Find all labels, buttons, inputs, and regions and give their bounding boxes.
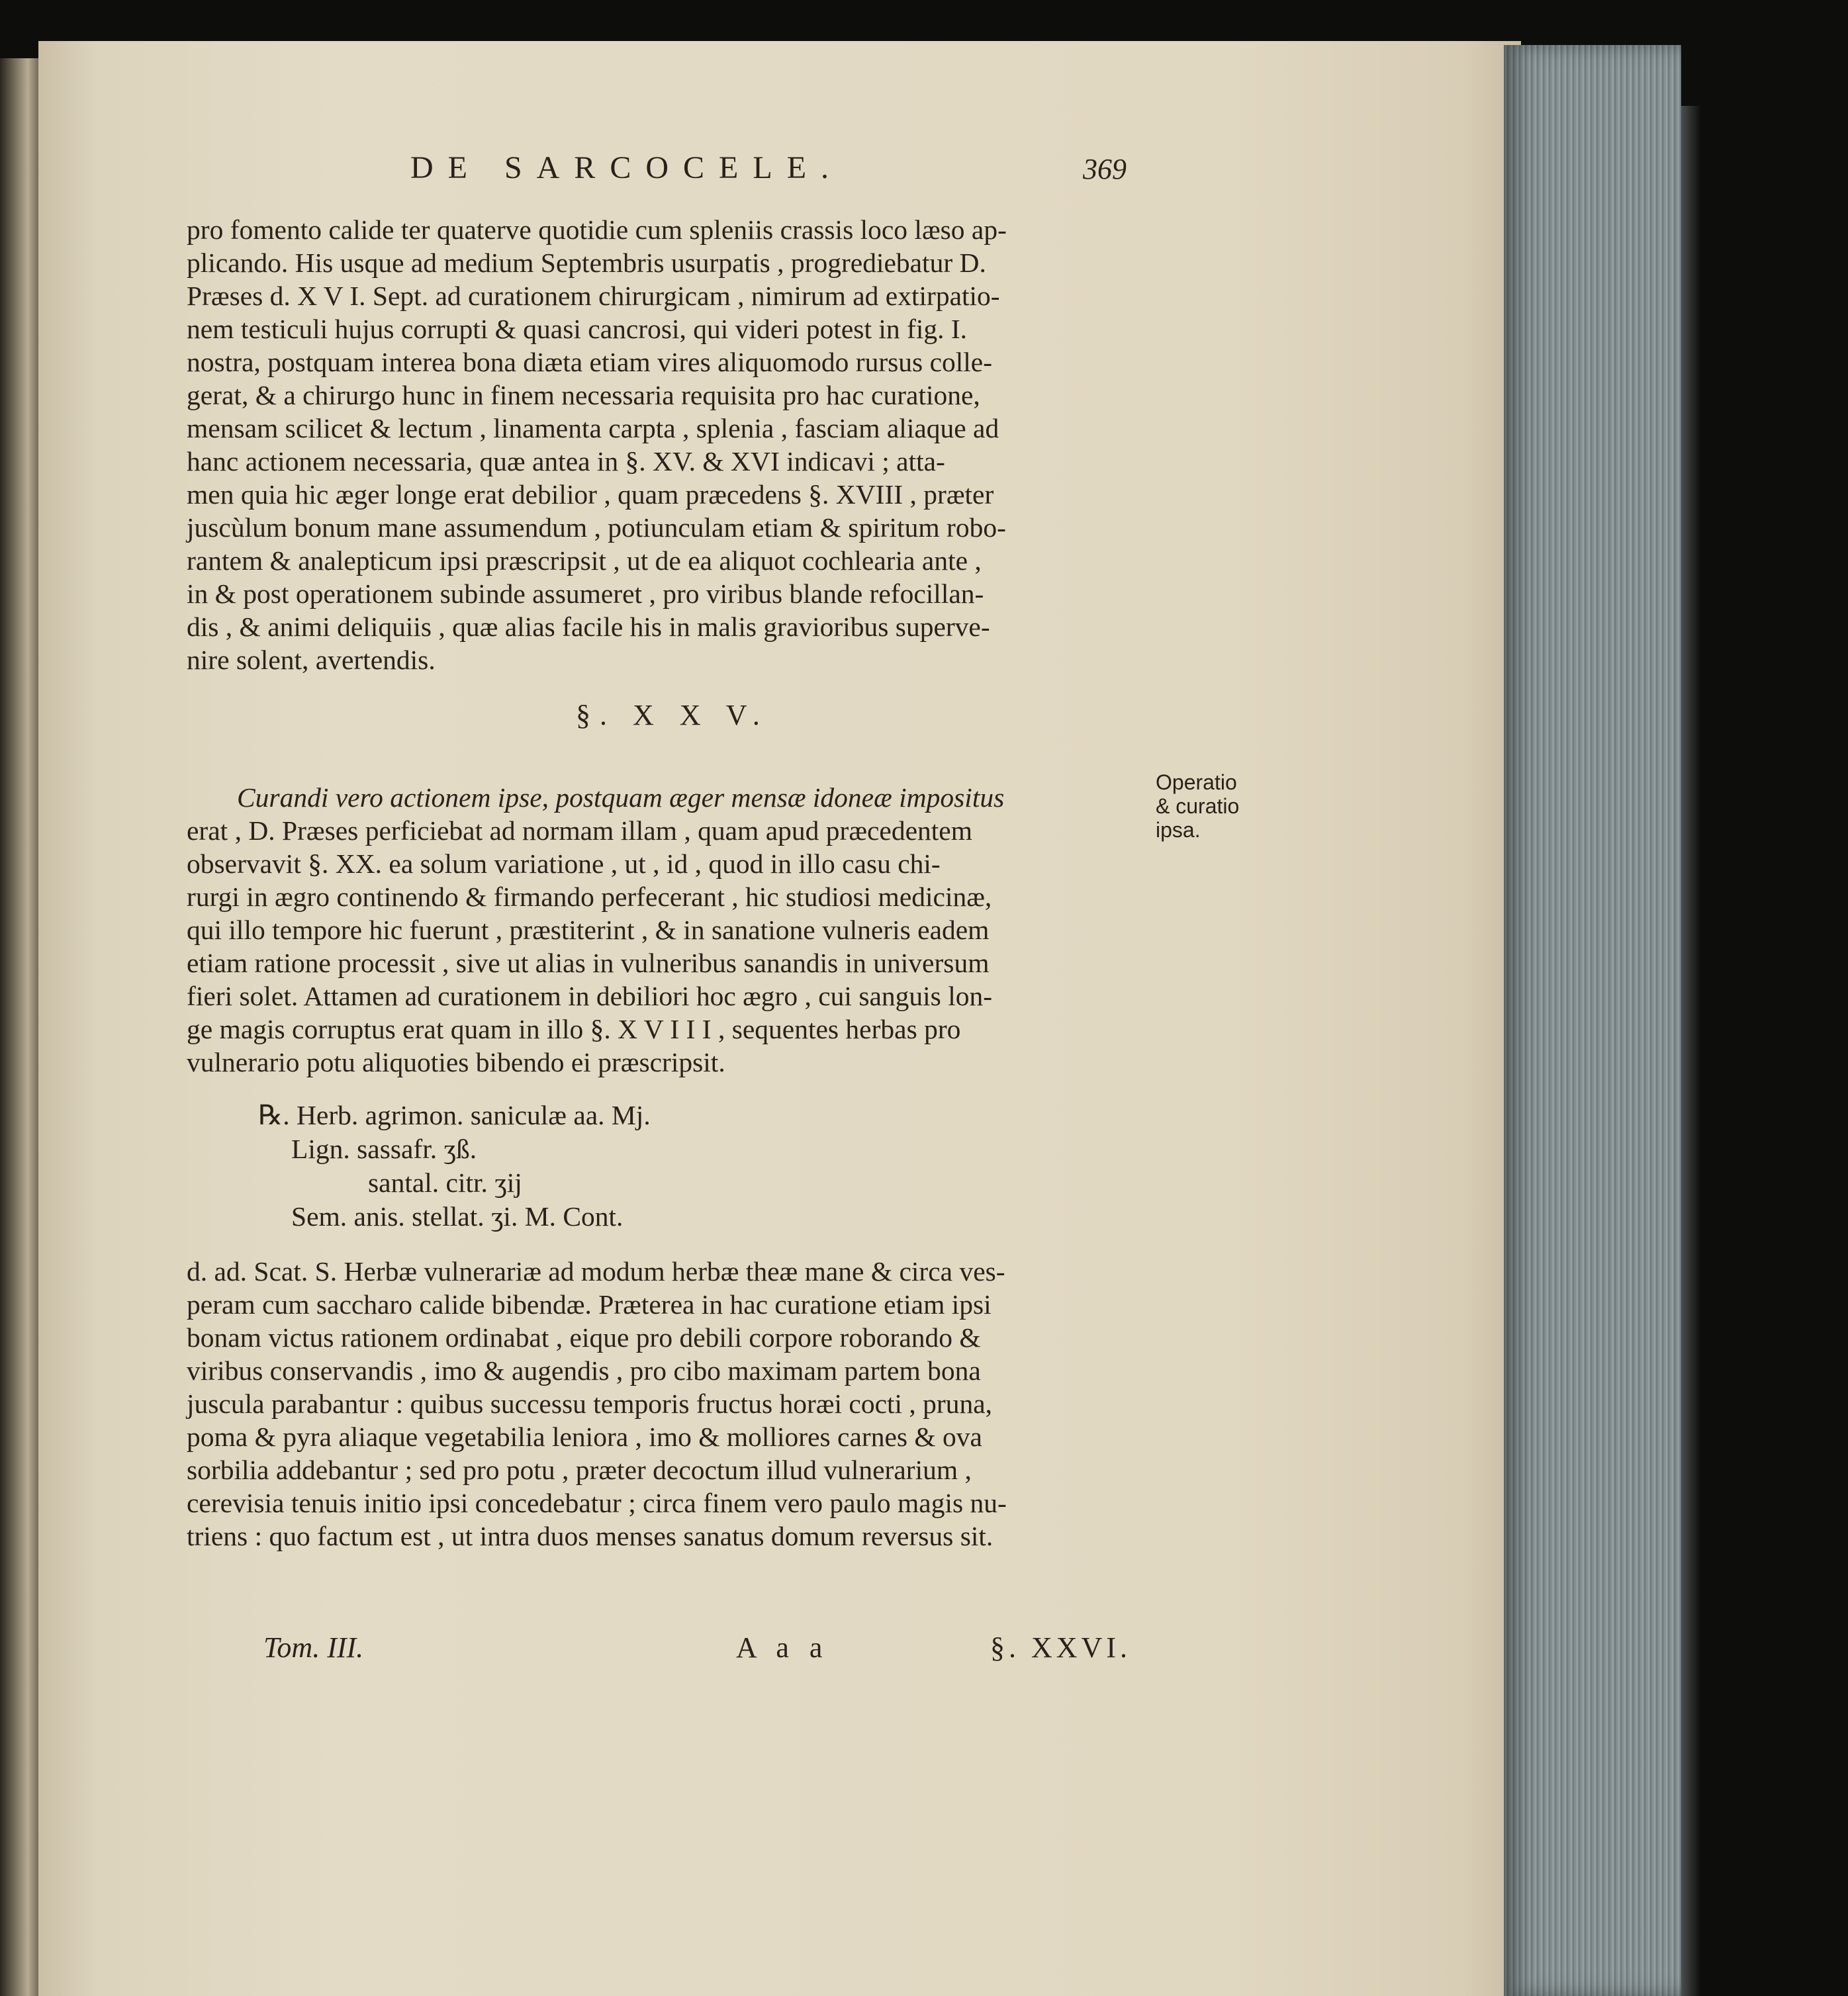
text-line: bonam victus rationem ordinabat , eique pro debili corpore roborando &	[187, 1322, 981, 1353]
text-line: ge magis corruptus erat quam in illo §. X V I I I , sequentes herbas pro	[187, 1014, 961, 1044]
text-line: plicando. His usque ad medium Septembris usurpatis , progrediebatur D.	[187, 248, 986, 278]
text-line: cerevisia tenuis initio ipsi concedebatur ; circa finem vero paulo magis nu-	[187, 1488, 1007, 1518]
margin-note-line: Operatio	[1156, 770, 1237, 794]
text-line: pro fomento calide ter quaterve quotidie cum spleniis crassis loco læso ap-	[187, 214, 1007, 245]
text-line: nire solent, avertendis.	[187, 645, 436, 675]
text-line: peram cum saccharo calide bibendæ. Præterea in hac curatione etiam ipsi	[187, 1289, 992, 1320]
text-line: gerat, & a chirurgo hunc in finem necessaria requisita pro hac curatione,	[187, 380, 980, 410]
running-head-title: DE SARCOCELE.	[410, 150, 844, 185]
text-line: Præses d. X V I. Sept. ad curationem chirurgicam , nimirum ad extirpatio-	[187, 281, 1000, 311]
paragraph-2	[187, 781, 1145, 1079]
margin-note-line: ipsa.	[1156, 818, 1201, 842]
signature-mark: A a a	[736, 1631, 829, 1664]
text-line: nostra, postquam interea bona diæta etiam vires aliquomodo rursus colle-	[187, 347, 993, 377]
text-line: fieri solet. Attamen ad curationem in debiliori hoc ægro , cui sanguis lon-	[187, 981, 993, 1011]
page-block-edges	[1504, 45, 1681, 1996]
margin-note-line: & curatio	[1156, 794, 1240, 818]
prescription	[258, 1099, 651, 1234]
text-line: mensam scilicet & lectum , linamenta carpta , splenia , fasciam aliaque ad	[187, 413, 999, 443]
text-line: sorbilia addebantur ; sed pro potu , præter decoctum illud vulnerarium ,	[187, 1455, 972, 1485]
spine-shadow	[1681, 106, 1701, 1996]
prescription-line: ℞. Herb. agrimon. saniculæ aa. Mj.	[258, 1100, 651, 1130]
text-line: vulnerario potu aliquoties bibendo ei præscripsit.	[187, 1047, 725, 1077]
text-line: hanc actionem necessaria, quæ antea in §. XV. & XVI indicavi ; atta-	[187, 446, 945, 476]
text-line: triens : quo factum est , ut intra duos menses sanatus domum reversus sit.	[187, 1521, 993, 1551]
text-line: nem testiculi hujus corrupti & quasi cancrosi, qui videri potest in fig. I.	[187, 314, 968, 344]
prescription-line: Lign. sassafr. ʒß.	[291, 1134, 477, 1164]
text-line: observavit §. XX. ea solum variatione , ut , id , quod in illo casu chi-	[187, 848, 941, 879]
margin-note	[1156, 770, 1239, 842]
text-line: viribus conservandis , imo & augendis , pro cibo maximam partem bona	[187, 1355, 981, 1386]
text-line: rantem & analepticum ipsi præscripsit , ut de ea aliquot cochlearia ante ,	[187, 545, 982, 576]
page-footer	[0, 1631, 1848, 1670]
text-line: Curandi vero actionem ipse, postquam æger mensæ idoneæ impositus	[237, 782, 1005, 813]
paragraph-3	[187, 1255, 1145, 1553]
text-line: erat , D. Præses perficiebat ad normam illam , quam apud præcedentem	[187, 815, 972, 846]
text-line: juscùlum bonum mane assumendum , potiunculam etiam & spiritum robo-	[187, 512, 1006, 543]
section-heading: §. X X V.	[576, 699, 769, 731]
prescription-line: Sem. anis. stellat. ʒi. M. Cont.	[291, 1201, 624, 1232]
text-line: in & post operationem subinde assumeret , pro viribus blande refocillan-	[187, 578, 984, 609]
page-number: 369	[1083, 153, 1127, 185]
prescription-line: santal. citr. ʒij	[368, 1167, 522, 1198]
running-head	[0, 150, 1848, 189]
text-line: rurgi in ægro continendo & firmando perfecerant , hic studiosi medicinæ,	[187, 882, 992, 912]
text-line: qui illo tempore hic fuerunt , præstiterint , & in sanatione vulneris eadem	[187, 915, 990, 945]
catchword: §. XXVI.	[990, 1631, 1131, 1664]
text-line: poma & pyra aliaque vegetabilia leniora , imo & molliores carnes & ova	[187, 1422, 982, 1452]
text-line: men quia hic æger longe erat debilior , quam præcedens §. XVIII , præter	[187, 479, 994, 510]
left-page-edge	[0, 58, 40, 1996]
text-line: etiam ratione processit , sive ut alias in vulneribus sanandis in universum	[187, 948, 990, 978]
volume-label: Tom. III.	[263, 1631, 364, 1664]
text-line: dis , & animi deliquiis , quæ alias facile his in malis gravioribus superve-	[187, 612, 990, 642]
paragraph-1	[187, 213, 1145, 676]
text-line: d. ad. Scat. S. Herbæ vulnerariæ ad modum herbæ theæ mane & circa ves-	[187, 1256, 1005, 1287]
text-line: juscula parabantur : quibus successu temporis fructus horæi cocti , pruna,	[187, 1388, 993, 1419]
